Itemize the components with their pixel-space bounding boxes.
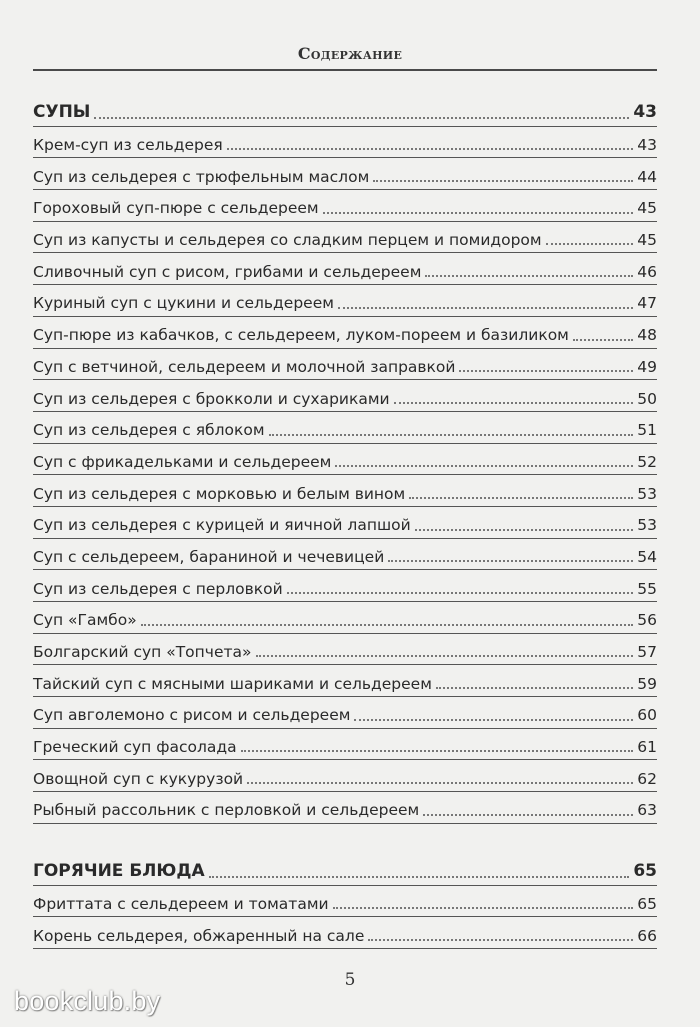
dot-leader <box>409 497 633 499</box>
entry-title: Суп авголемоно с рисом и сельдереем <box>33 706 351 725</box>
dot-leader <box>209 876 630 878</box>
entry-title: Суп из капусты и сельдерея со сладким перцем и помидором <box>33 231 542 250</box>
toc-entry <box>33 222 657 254</box>
dot-leader <box>227 148 634 150</box>
page-ref: 53 <box>637 516 657 535</box>
dot-leader <box>94 117 629 119</box>
page-ref: 44 <box>637 167 657 186</box>
page-ref: 45 <box>637 199 657 218</box>
dot-leader <box>368 939 633 941</box>
dot-leader <box>241 750 634 752</box>
dot-leader <box>323 212 634 214</box>
entry-title: Гороховый суп-пюре с сельдереем <box>33 199 319 218</box>
entry-title: Фриттата с сельдереем и томатами <box>33 895 329 913</box>
dot-leader <box>546 243 634 245</box>
page-ref: 43 <box>637 136 657 154</box>
toc-section-soups <box>33 95 657 824</box>
dot-leader <box>141 624 634 626</box>
entry-title: Суп с сельдереем, бараниной и чечевицей <box>33 547 385 566</box>
dot-leader <box>415 529 634 531</box>
dot-leader <box>287 592 634 594</box>
toc-entry <box>33 917 657 949</box>
toc-section-hot-dishes <box>33 854 657 949</box>
page-ref: 52 <box>637 452 657 471</box>
toc-entry <box>33 539 657 571</box>
page-number: 5 <box>344 970 356 990</box>
toc-section-heading <box>33 95 657 127</box>
dot-leader <box>459 370 633 372</box>
entry-title: Суп из сельдерея с курицей и яичной лапшой <box>33 516 411 535</box>
entry-title: Корень сельдерея, обжаренный на сале <box>33 926 365 945</box>
entry-title: Овощной суп с кукурузой <box>33 769 244 788</box>
page-ref: 56 <box>637 611 657 630</box>
dot-leader <box>338 307 633 309</box>
page-ref: 62 <box>637 769 657 788</box>
dot-leader <box>335 465 633 467</box>
toc-entry <box>33 760 657 792</box>
page-ref: 53 <box>637 484 657 503</box>
toc-entry <box>33 127 657 159</box>
toc-entry <box>33 602 657 634</box>
header-divider <box>33 69 657 71</box>
entry-title: Суп из сельдерея с яблоком <box>33 421 265 440</box>
toc-entry <box>33 285 657 317</box>
dot-leader <box>269 434 634 436</box>
entry-title: Болгарский суп «Топчета» <box>33 643 252 661</box>
dot-leader <box>436 687 633 689</box>
page-ref: 48 <box>637 326 657 345</box>
dot-leader <box>256 655 634 657</box>
dot-leader <box>354 719 633 721</box>
page-ref: 46 <box>637 262 657 281</box>
page-ref: 55 <box>637 579 657 598</box>
toc-entry <box>33 317 657 349</box>
page-ref: 59 <box>637 674 657 693</box>
toc-entry <box>33 349 657 381</box>
toc-entry <box>33 729 657 761</box>
page-ref: 51 <box>637 421 657 440</box>
dot-leader <box>333 907 634 909</box>
toc-section-heading <box>33 854 657 886</box>
dot-leader <box>247 782 633 784</box>
toc-entry <box>33 380 657 412</box>
page-ref: 43 <box>633 102 657 123</box>
entry-title: Суп из сельдерея с перловкой <box>33 579 283 598</box>
entry-title: Крем-суп из сельдерея <box>33 136 223 154</box>
toc-entry <box>33 570 657 602</box>
page-ref: 49 <box>637 357 657 376</box>
section-title: СУПЫ <box>33 102 91 123</box>
entry-title: Суп из сельдерея с морковью и белым вином <box>33 484 406 503</box>
entry-title: Суп с ветчиной, сельдереем и молочной заправкой <box>33 357 456 376</box>
toc-entry <box>33 886 657 918</box>
entry-title: Суп из сельдерея с брокколи и сухариками <box>33 389 390 408</box>
toc-entry <box>33 665 657 697</box>
dot-leader <box>373 180 633 182</box>
page-ref: 45 <box>637 231 657 250</box>
entry-title: Суп-пюре из кабачков, с сельдереем, луком-пореем и базиликом <box>33 326 569 345</box>
page-ref: 65 <box>637 895 657 913</box>
page-ref: 65 <box>633 861 657 882</box>
section-title: ГОРЯЧИЕ БЛЮДА <box>33 861 205 882</box>
entry-title: Рыбный рассольник с перловкой и сельдереем <box>33 801 420 820</box>
page-ref: 61 <box>637 738 657 757</box>
page-ref: 54 <box>637 547 657 566</box>
toc-entry <box>33 444 657 476</box>
toc-entry <box>33 792 657 824</box>
page-ref: 60 <box>637 706 657 725</box>
toc-entry <box>33 697 657 729</box>
dot-leader <box>573 339 633 341</box>
dot-leader <box>388 560 633 562</box>
page-ref: 47 <box>637 294 657 313</box>
toc-entry <box>33 412 657 444</box>
page-title: Содержание <box>297 44 403 63</box>
dot-leader <box>423 814 633 816</box>
page-ref: 50 <box>637 389 657 408</box>
toc-entry <box>33 507 657 539</box>
page-ref: 66 <box>637 926 657 945</box>
entry-title: Суп с фрикадельками и сельдереем <box>33 452 332 471</box>
toc-entry <box>33 475 657 507</box>
toc-entry <box>33 190 657 222</box>
entry-title: Тайский суп с мясными шариками и сельдереем <box>33 674 432 693</box>
toc-entry <box>33 634 657 666</box>
page-ref: 57 <box>637 643 657 661</box>
toc-entry <box>33 253 657 285</box>
page-ref: 63 <box>637 801 657 820</box>
watermark: bookclub.by <box>14 986 161 1016</box>
dot-leader <box>394 402 634 404</box>
entry-title: Суп «Гамбо» <box>33 611 137 630</box>
dot-leader <box>425 275 633 277</box>
entry-title: Греческий суп фасолада <box>33 738 237 757</box>
toc-entry <box>33 158 657 190</box>
entry-title: Сливочный суп с рисом, грибами и сельдереем <box>33 262 422 281</box>
entry-title: Куриный суп с цукини и сельдереем <box>33 294 334 313</box>
entry-title: Суп из сельдерея с трюфельным маслом <box>33 167 370 186</box>
